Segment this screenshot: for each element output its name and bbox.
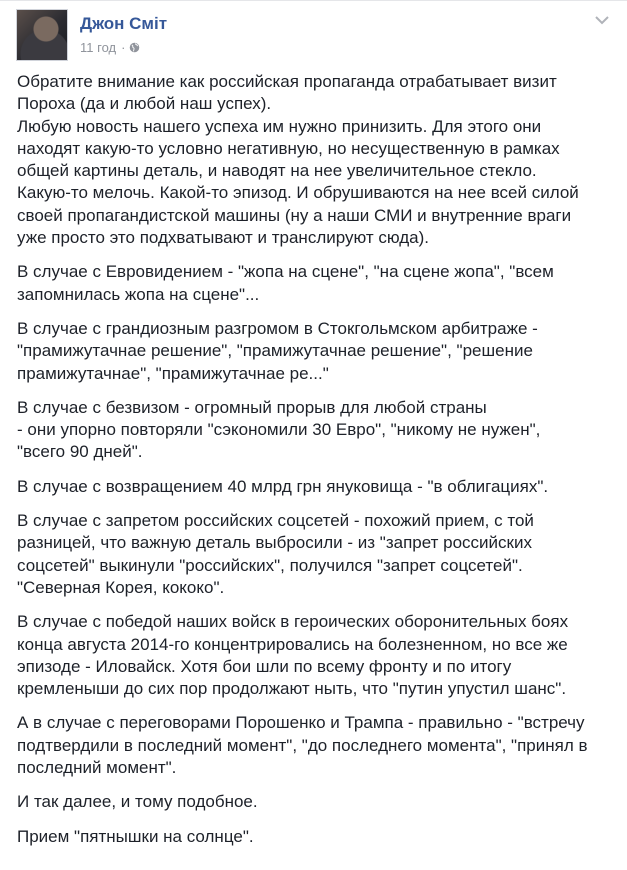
post-paragraph: В случае с грандиозным разгромом в Стокгольмском арбитраже - "прамижутачнае решение", "прамижутачнае решение", "решение прамижутачнае", "прамижутачнае ре..." [17,318,538,383]
author-name-link[interactable]: Джон Сміт [80,14,168,33]
post-paragraph: В случае с возвращением 40 млрд грн януковища - "в облигациях". [17,476,549,496]
chevron-down-icon[interactable] [593,13,611,27]
post-meta [80,39,140,55]
post-paragraph: И так далее, и тому подобное. [17,792,258,812]
meta-separator: · [121,39,126,55]
post-paragraph: Обратите внимание как российская пропаганда отрабатывает визит Пороха (да и любой наш успех). Любую новость нашего успеха им нужно принизить. Для этого они находят какую-то условно негативную, но несущественную в рамках общей картины деталь, и наводят на нее увеличительное стекло. Какую-то мелочь. Какой-то эпизод. И обрушиваются на нее всей силой своей пропагандистской машины (ну а наши СМИ и внутренние враги уже просто это подхватывают и транслируют сюда). [17,72,579,248]
post-text [17,71,612,860]
globe-icon[interactable] [129,42,140,53]
post-paragraph: В случае с безвизом - огромный прорыв для любой страны - они упорно повторяли "сэкономили 30 Евро", "никому не нужен", "всего 90 дней". [17,397,541,462]
post-paragraph: Прием "пятнышки на солнце". [17,826,254,846]
post-paragraph: В случае с запретом российских соцсетей - похожий прием, с той разницей, что важную деталь выбросили - из "запрет российских соцсетей" выкинули "российских", получился "запрет соцсетей". "Северная Корея, кококо". [17,511,534,597]
post-paragraph: В случае с победой наших войск в героических оборонительных боях конца августа 2014-го концентрировались на болезненном, но все же эпизоде - Иловайск. Хотя бои шли по всему фронту и по итогу кремленыши до сих пор продолжают ныть, что "путин упустил шанс". [17,612,569,699]
post-timestamp[interactable]: 11 год [80,39,117,55]
post-paragraph: В случае с Евровидением - "жопа на сцене", "на сцене жопа", "всем запомнилась жопа на сцене"... [17,262,554,304]
post-header [16,9,611,59]
avatar[interactable] [16,9,68,61]
post-paragraph: А в случае с переговорами Порошенко и Трампа - правильно - "встречу подтвердили в последний момент", "до последнего момента", "принял в последний момент". [17,713,588,778]
